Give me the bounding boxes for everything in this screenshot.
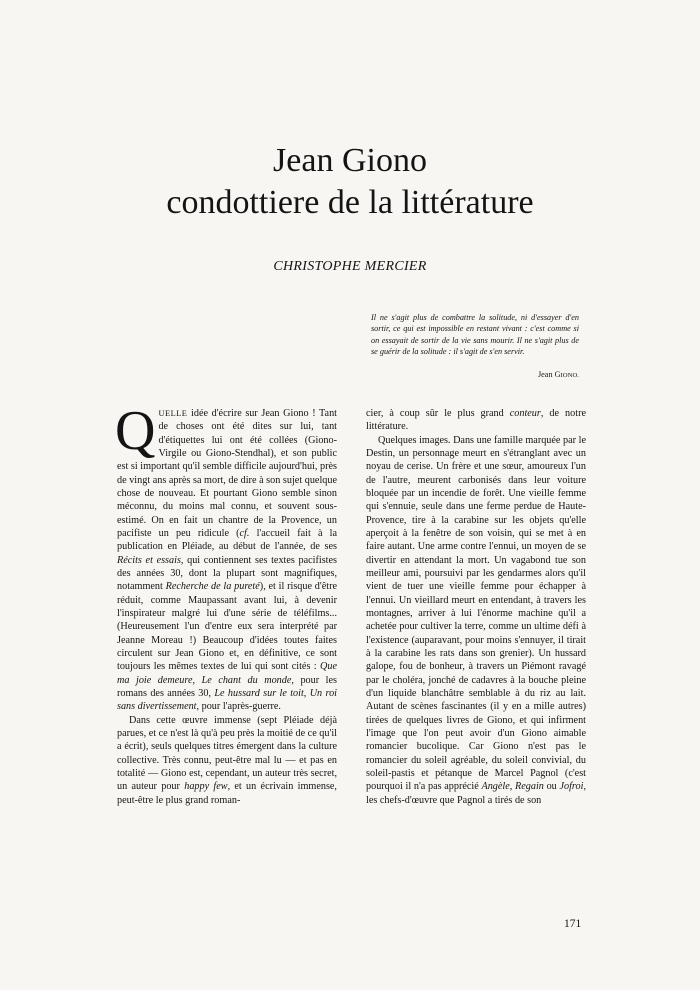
- text-run: ,: [509, 781, 516, 793]
- paragraph: [117, 714, 337, 807]
- epigraph-quote: Il ne s'agit plus de combattre la solitude, ni d'essayer d'en sortir, ce qui est impossible en restant vivant : c'est comme si on essayait de sortir de la vie sans mourir. Il ne s'agit plus de se guérir de la solitude : il s'agit de s'en servir.: [371, 313, 579, 357]
- text-run: , de notre littérature.: [366, 408, 586, 433]
- italic-run: conteur: [509, 408, 541, 419]
- text-run: Dans cette œuvre immense (sept Pléiade déjà parues, et ce n'est là qu'à peu près la moitié de ce qu'il a écrit), seuls quelques titres émergent dans la culture collective. Très connu, peut-être mal lu — et pas en totalité — Giono est, cependant, un auteur très secret, un auteur pour: [117, 714, 337, 793]
- article-title: [0, 140, 700, 224]
- epigraph-author-last-rest: IONO.: [560, 372, 579, 379]
- italic-run: happy few: [184, 781, 228, 793]
- left-column: [115, 400, 337, 807]
- text-run: , et un écrivain immense, peut-être le plus grand roman-: [117, 781, 337, 806]
- epigraph-attribution: [371, 370, 579, 379]
- lead-in: UELLE: [158, 409, 188, 418]
- epigraph-author-first: Jean: [537, 370, 553, 379]
- book-title: Jofroi: [559, 781, 584, 793]
- paragraph-intro: [115, 400, 337, 714]
- text-run: , qui contiennent ses textes pacifistes des années 30, dont la plupart sont magnifiques, notamment: [117, 554, 337, 593]
- paragraph-continued: [366, 407, 586, 434]
- book-title: Le hussard sur le toit: [214, 687, 304, 699]
- right-column: [366, 407, 586, 807]
- text-run: l'accueil fait à la publication en Pléiade, au début de l'année, de ses: [117, 527, 337, 553]
- text-run: ,: [192, 674, 202, 686]
- text-run: idée d'écrire sur Jean Giono ! Tant de choses ont été dites sur lui, tant d'étiquettes lui ont été collées (Giono-Virgile ou Giono-Stendhal), et son public est si important qu'il semble difficile aujourd'hui, près de vingt ans après sa mort, de dire à son sujet quelque chose de nouveau. Et pourtant Giono semble sinon méconnu, du moins mal connu, et souvent sous-estimé. On en fait un chantre de la Provence, un pacifiste un peu ridicule (: [117, 408, 337, 539]
- book-title: Un roi sans divertissement: [117, 687, 337, 713]
- text-run: ou: [543, 781, 560, 793]
- book-title: Récits et essais: [117, 554, 181, 566]
- text-run: Quelques images. Dans une famille marquée par le Destin, un personnage meurt en s'étranglant avec un noyau de cerise. Un frère et une sœur, amoureux l'un de l'autre, meurent carbonisés dans leur voiture bloquée par un incendie de forêt. Une vieille femme qui s'ennuie, seule dans une ferme perdue de Haute-Provence, tire à la carabine sur les objets qu'elle aperçoit à la fenêtre de son voisin, qui se met à en faire autant. Une arme contre l'ennui, un moyen de se divertir en attendant la mort. Un vagabond tue son meilleur ami, poursuivi par les gendarmes alors qu'il vient de tuer une vieille femme pour échapper à l'ennui. Un vieillard meurt en entendant, à travers les montagnes, arriver à lui l'énorme machine qu'il a achetée pour cultiver la terre, comme un ultime défi à l'existence (auparavant, pour moins s'ennuyer, il tirait à la carabine les rats dans son grenier). Un hussard galope, fou de bonheur, à travers un Piémont ravagé par le choléra, jonché de cadavres à la bouche pleine d'un liquide blanchâtre semblable à du riz au lait. Autant de scènes fascinantes (il y en a mille autres) tirées de quelques livres de Giono, et qui infirment l'image que l'on peut avoir d'un Giono aimable romancier bucolique. Car Giono n'est pas le romancier du soleil agréable, du soleil convivial, du soleil-pastis et pétanque de Marcel Pagnol (c'est pourquoi il n'a pas apprécié: [366, 434, 586, 793]
- book-title: Que ma joie demeure: [117, 661, 337, 686]
- text-run: , pour l'après-guerre.: [196, 701, 281, 713]
- text-run: cier, à coup sûr le plus grand: [366, 408, 510, 419]
- title-line-1: Jean Giono: [273, 142, 427, 179]
- title-line-2: condottiere de la littérature: [166, 184, 534, 221]
- drop-cap: Q: [115, 400, 156, 462]
- article-author: CHRISTOPHE MERCIER: [273, 259, 427, 274]
- book-title: Regain: [515, 781, 544, 793]
- text-run: , pour les romans des années 30,: [117, 674, 337, 699]
- text-run: , les chefs-d'œuvre que Pagnol a tirés de son: [366, 781, 586, 806]
- book-title: Le chant du monde: [201, 674, 292, 686]
- italic-run: cf.: [239, 527, 250, 539]
- epigraph-author-last-initial: G: [554, 370, 561, 379]
- text-run: ), et il risque d'être réduit, comme Maupassant avant lui, à devenir l'inspirateur malgré lui d'une série de téléfilms... (Heureusement l'un d'entre eux sera interprété par Jeanne Moreau !) Beaucoup d'idées toutes faites circulent sur Jean Giono et, en définitive, ce sont toujours les mêmes textes de lui qui sont cités :: [117, 581, 337, 673]
- page-number: 171: [564, 918, 582, 930]
- book-title: Recherche de la pureté: [165, 581, 260, 593]
- paragraph: [366, 434, 586, 807]
- text-run: ,: [303, 687, 310, 699]
- book-title: Angèle: [481, 781, 510, 793]
